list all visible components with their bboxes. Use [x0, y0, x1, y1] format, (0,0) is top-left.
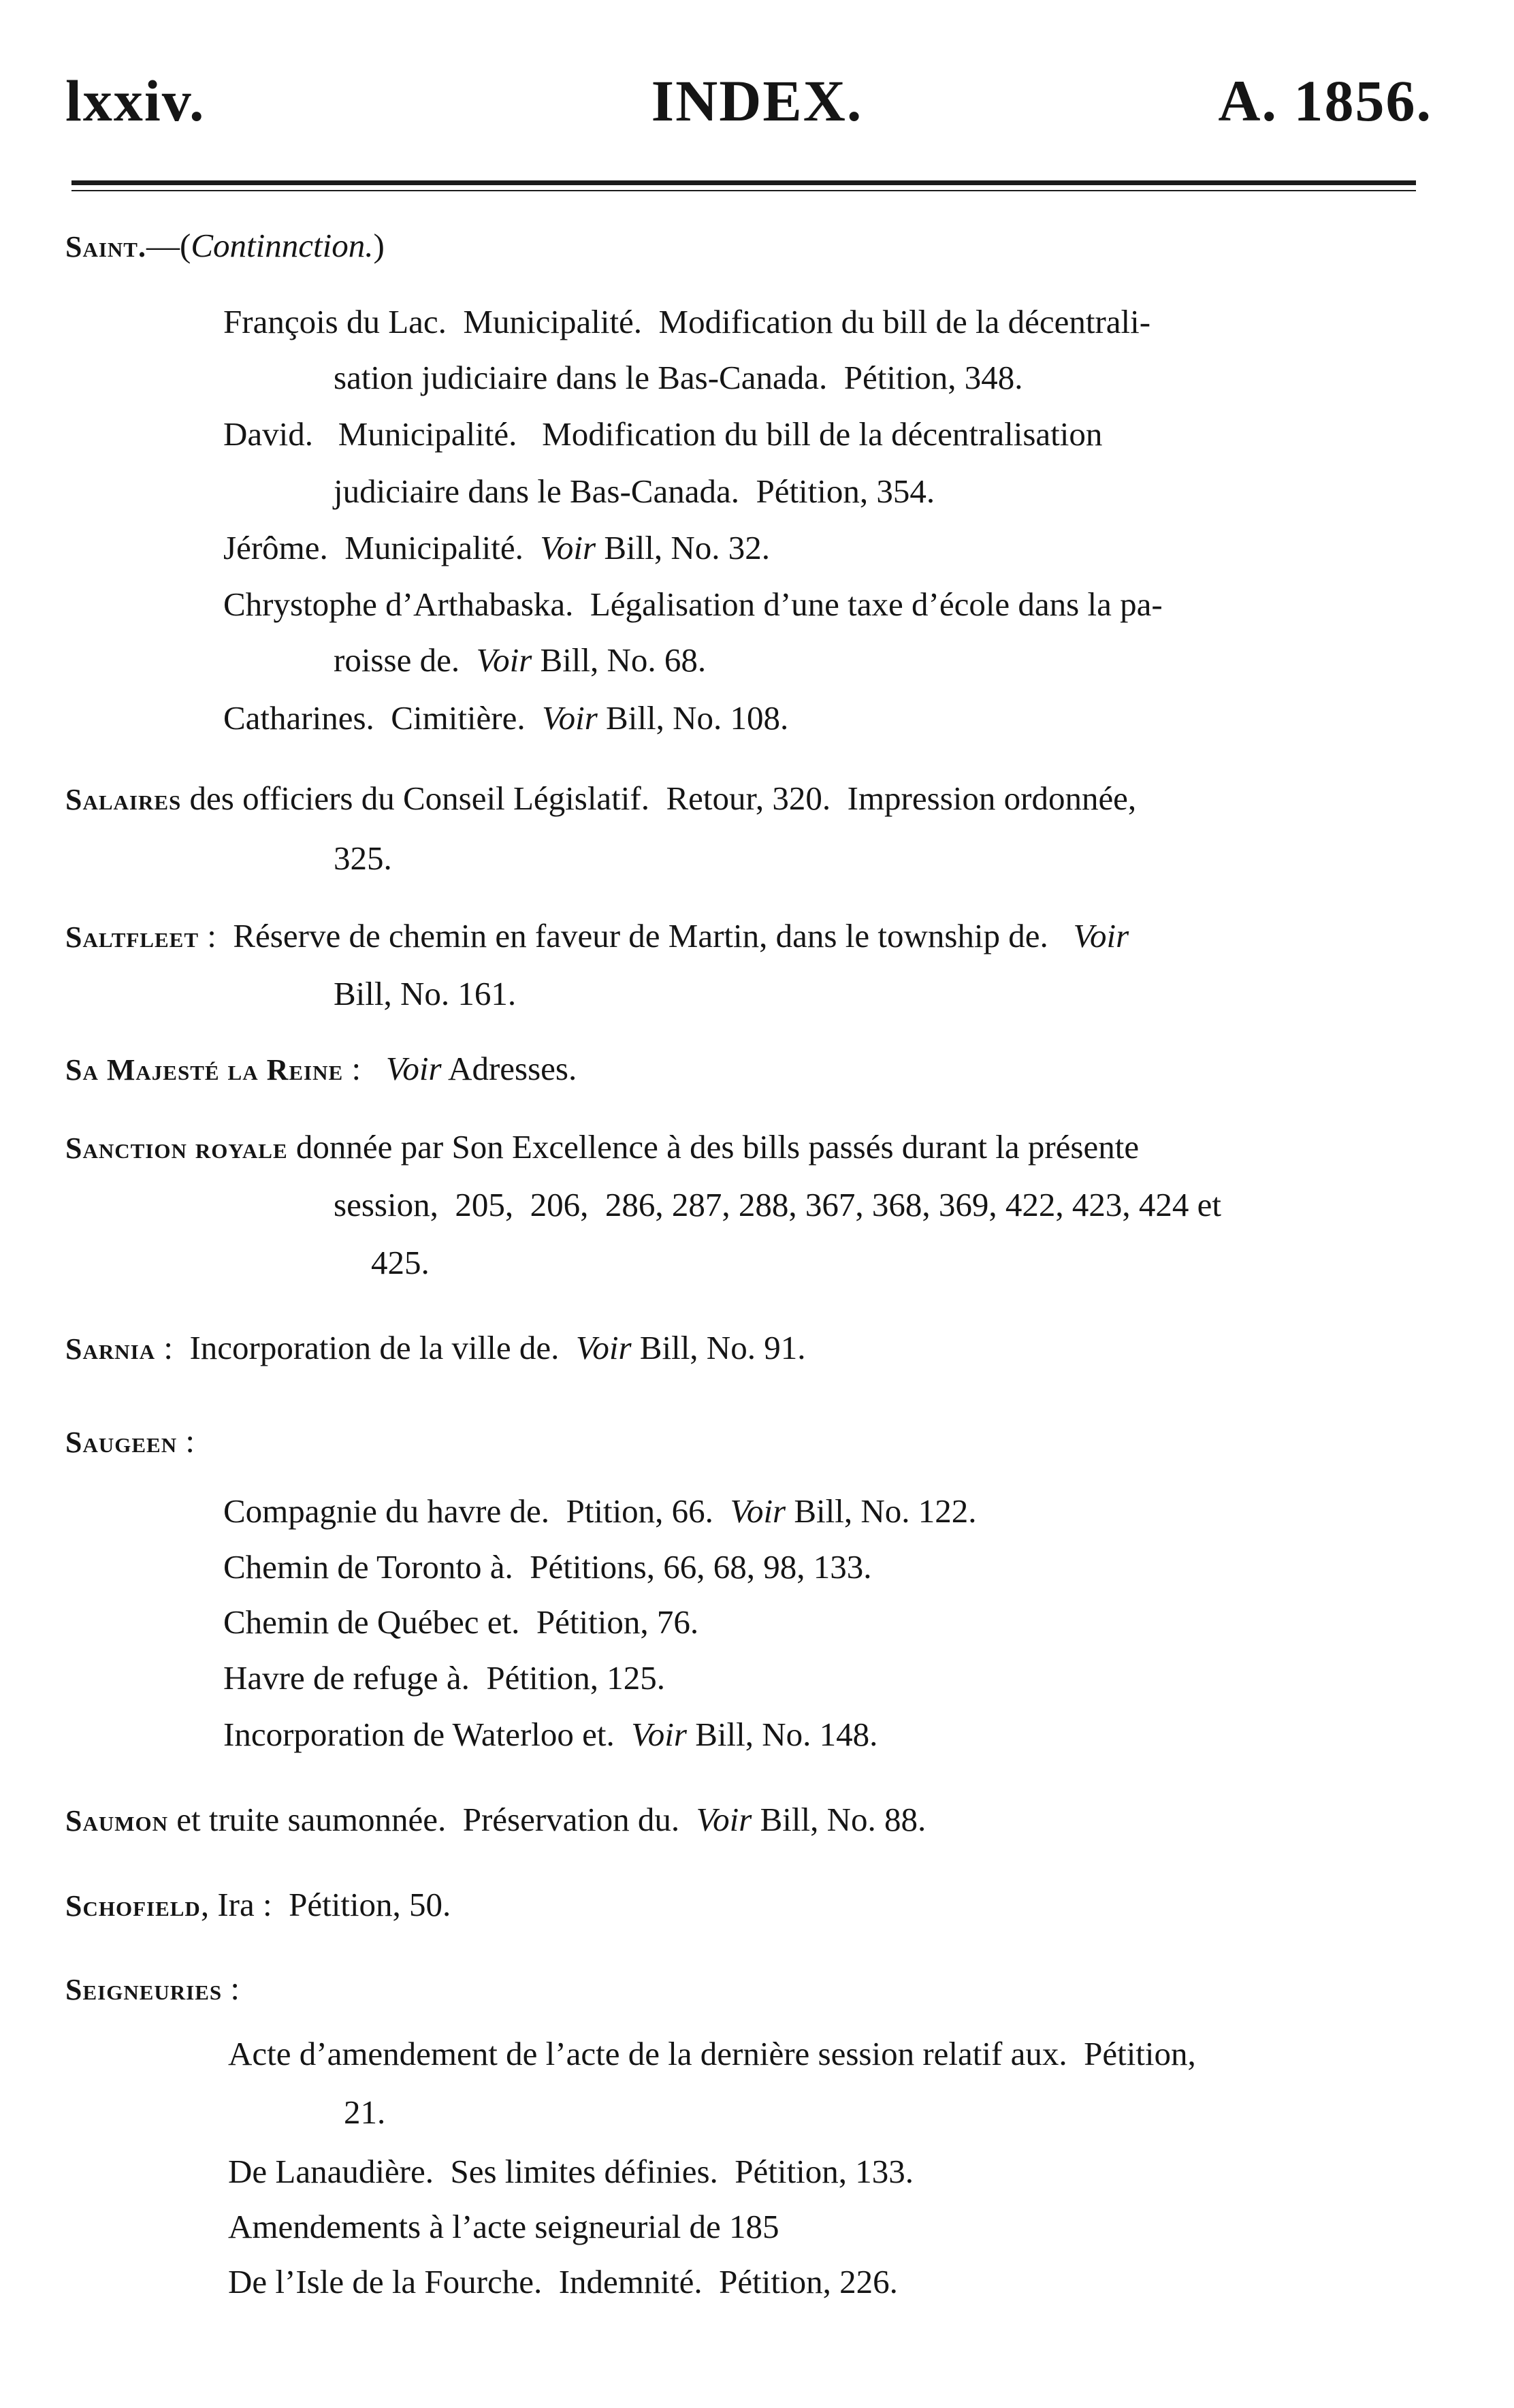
index-entry: Chrystophe d’Arthabaska. Légalisation d’une taxe d’école dans la pa-: [223, 585, 1163, 623]
index-heading: Saint.—(Continnction.): [65, 227, 385, 264]
header-rule-thick: [71, 180, 1416, 185]
page-title: INDEX.: [651, 68, 863, 133]
index-entry-continuation: session, 205, 206, 286, 287, 288, 367, 368, 369, 422, 423, 424 et: [334, 1186, 1221, 1223]
index-entry: David. Municipalité. Modification du bill de la décentralisation: [223, 415, 1103, 453]
index-heading: Sanction royale donnée par Son Excellence à des bills passés durant la présente: [65, 1128, 1140, 1166]
index-heading: Salaires des officiers du Conseil Législatif. Retour, 320. Impression ordonnée,: [65, 780, 1137, 817]
index-entry: Incorporation de Waterloo et. Voir Bill, No. 148.: [223, 1716, 878, 1753]
index-entry: Catharines. Cimitière. Voir Bill, No. 108.: [223, 699, 789, 737]
index-entry-continuation: 21.: [344, 2093, 386, 2131]
index-heading: Seigneuries :: [65, 1970, 240, 2007]
page-number: lxxiv.: [65, 68, 206, 133]
index-entry-continuation: 425.: [371, 1244, 430, 1281]
index-heading: Saltfleet : Réserve de chemin en faveur de Martin, dans le township de. Voir: [65, 917, 1129, 954]
index-heading: Sarnia : Incorporation de la ville de. Voir Bill, No. 91.: [65, 1329, 806, 1366]
year-label: A. 1856.: [1218, 68, 1432, 133]
index-entry: De l’Isle de la Fourche. Indemnité. Pétition, 226.: [228, 2263, 898, 2300]
index-entry: Compagnie du havre de. Ptition, 66. Voir Bill, No. 122.: [223, 1492, 977, 1530]
header-rule-thin: [71, 190, 1416, 191]
index-entry-continuation: sation judiciaire dans le Bas-Canada. Pétition, 348.: [334, 359, 1023, 396]
index-entry-continuation: roisse de. Voir Bill, No. 68.: [334, 641, 707, 679]
index-entry: Jérôme. Municipalité. Voir Bill, No. 32.: [223, 529, 770, 566]
index-entry-continuation: Bill, No. 161.: [334, 975, 517, 1012]
index-entry: Acte d’amendement de l’acte de la dernière session relatif aux. Pétition,: [228, 2035, 1196, 2072]
index-entry-continuation: 325.: [334, 839, 392, 877]
index-heading: Saumon et truite saumonnée. Préservation du. Voir Bill, No. 88.: [65, 1801, 927, 1838]
index-entry: Amendements à l’acte seigneurial de 185: [228, 2208, 779, 2245]
index-entry: Chemin de Toronto à. Pétitions, 66, 68, 98, 133.: [223, 1548, 872, 1586]
index-heading: Saugeen :: [65, 1422, 195, 1460]
index-heading: Schofield, Ira : Pétition, 50.: [65, 1886, 451, 1923]
index-heading: Sa Majesté la Reine : Voir Adresses.: [65, 1050, 577, 1087]
index-entry: De Lanaudière. Ses limites définies. Pétition, 133.: [228, 2153, 914, 2190]
index-entry: Havre de refuge à. Pétition, 125.: [223, 1659, 666, 1697]
index-entry-continuation: judiciaire dans le Bas-Canada. Pétition, 354.: [334, 472, 935, 510]
index-entry: Chemin de Québec et. Pétition, 76.: [223, 1603, 699, 1641]
index-entry: François du Lac. Municipalité. Modification du bill de la décentrali-: [223, 303, 1151, 340]
